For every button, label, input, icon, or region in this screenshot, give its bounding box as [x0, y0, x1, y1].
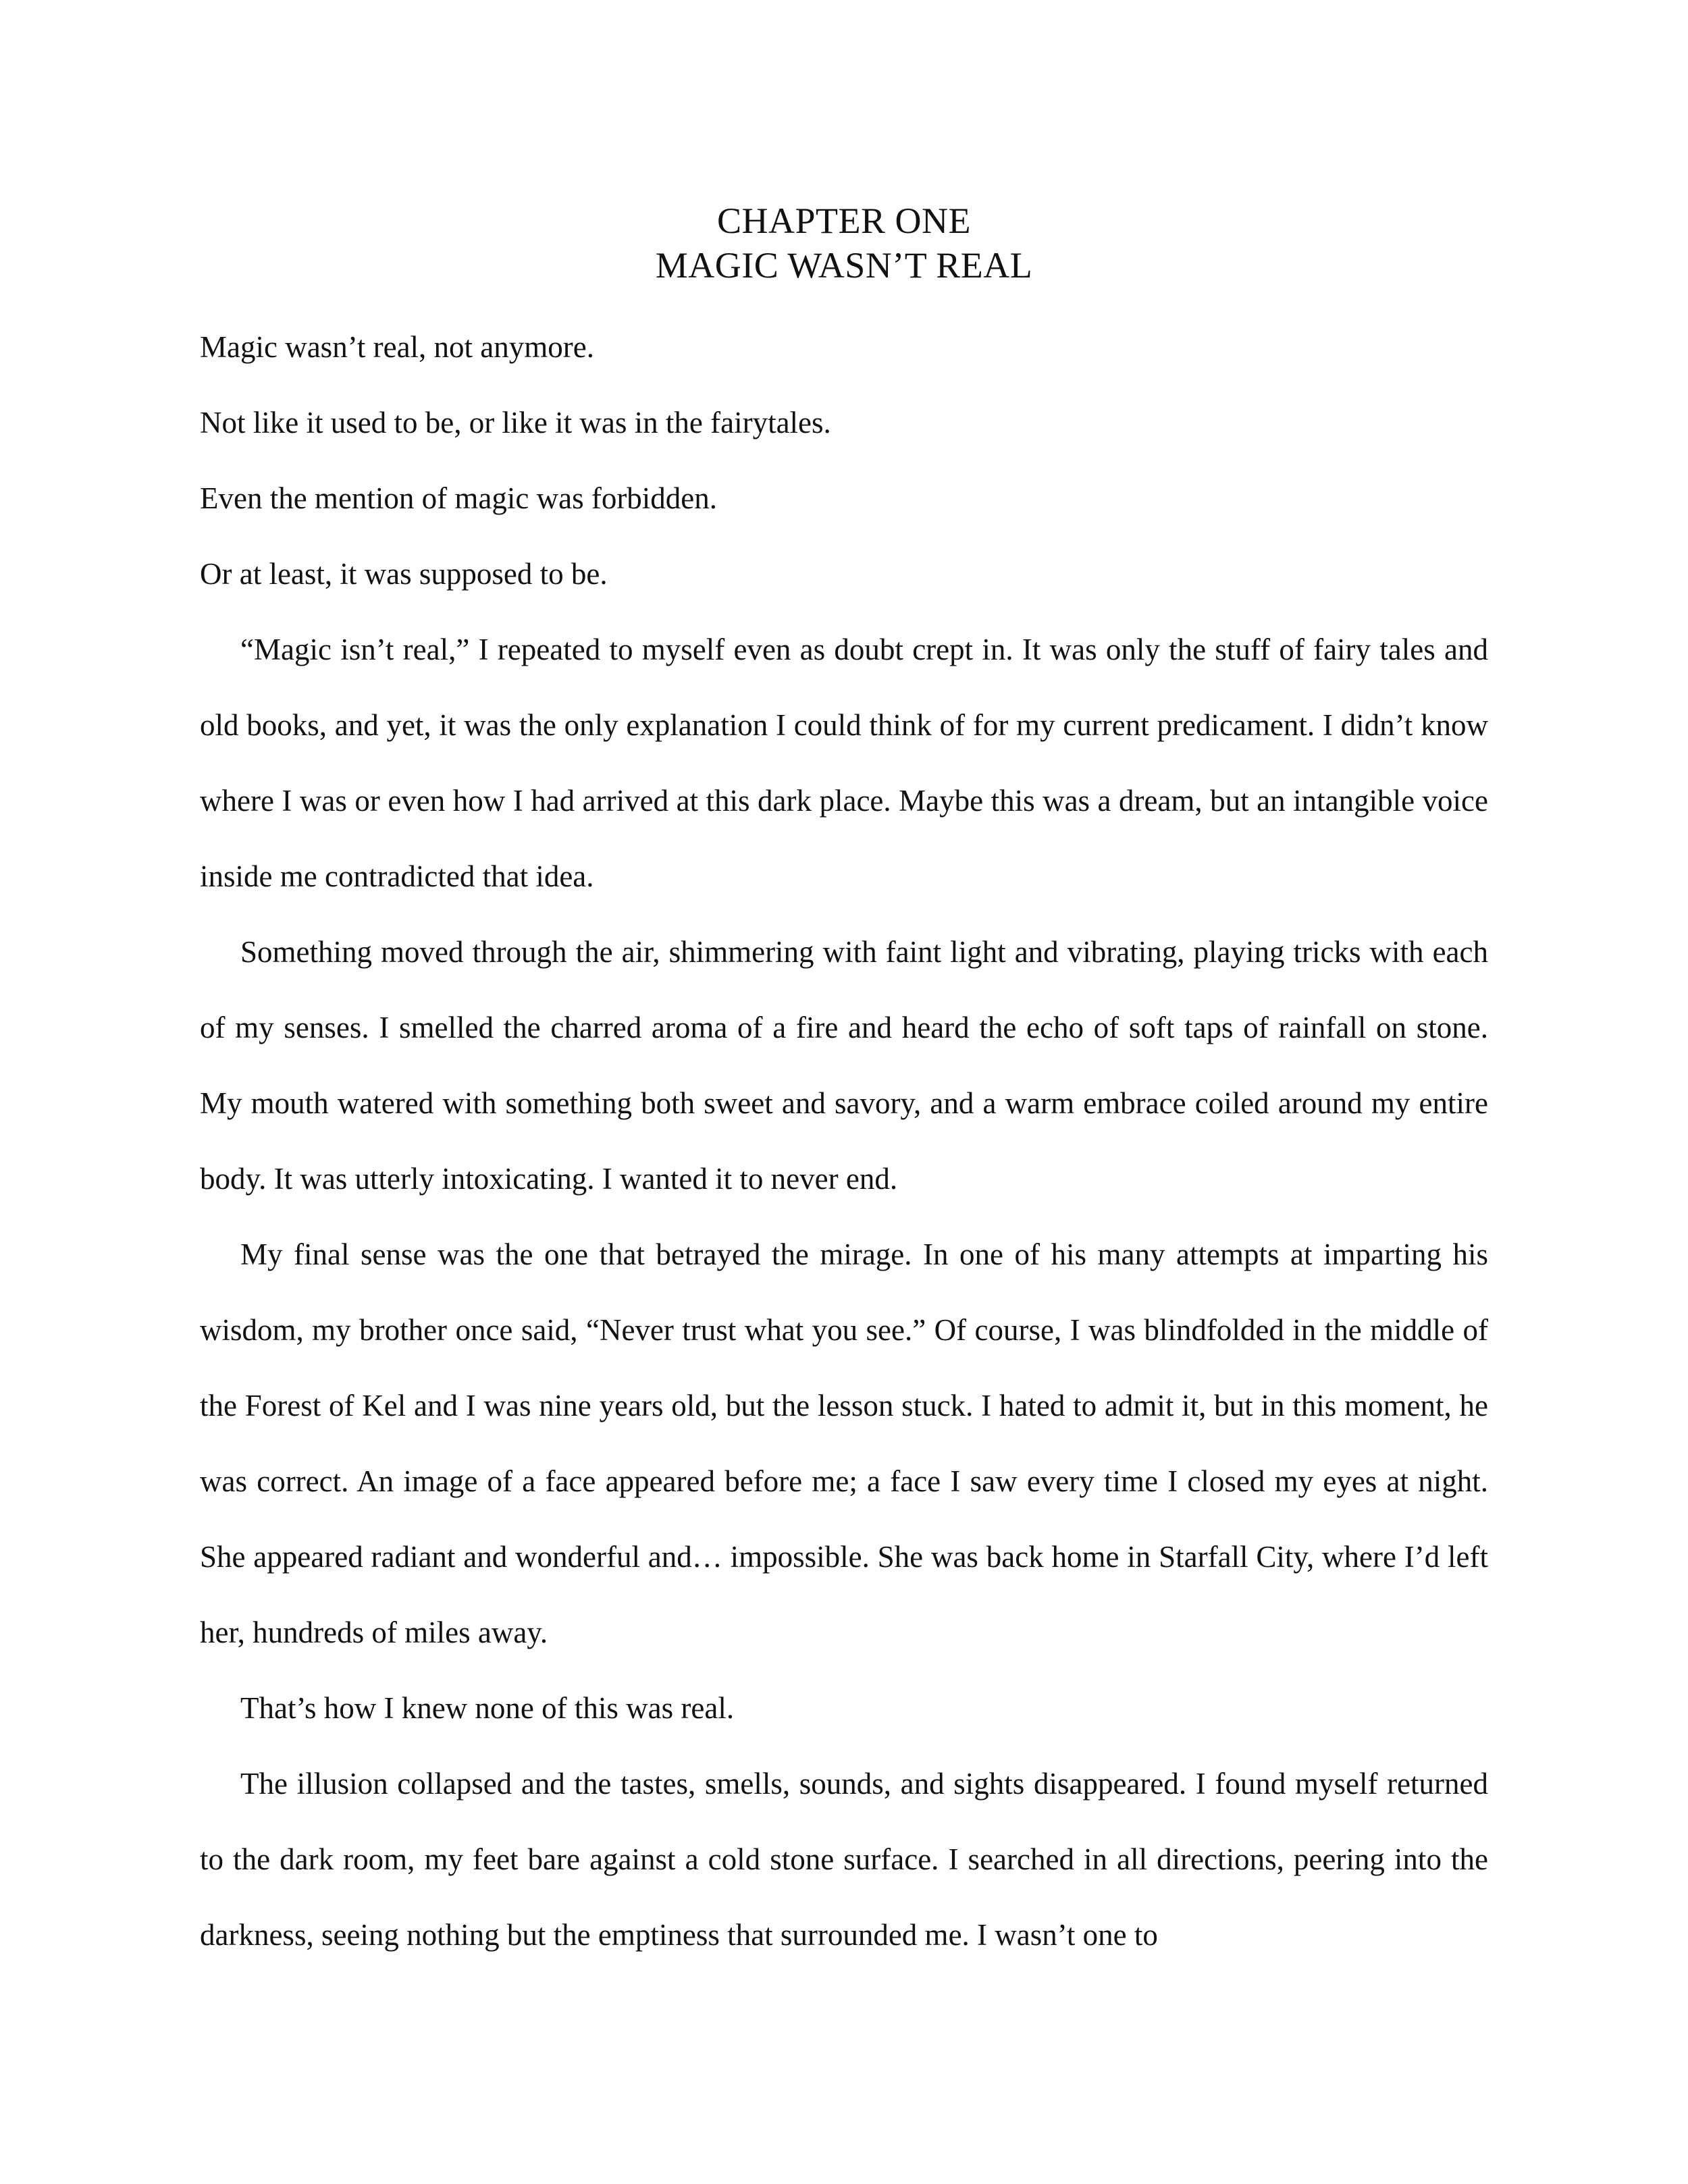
paragraph: Even the mention of magic was forbidden.	[200, 481, 718, 515]
paragraph: Or at least, it was supposed to be.	[200, 557, 608, 591]
paragraph: “Magic isn’t real,” I repeated to myself even as doubt crept in. It was only the stuff of fairy tales and old books, and yet, it was the only explanation I could think of for my current predicament. I didn’t know where I was or even how I had arrived at this dark place. Maybe this was a dream, but an intangible voice inside me contradicted that idea.	[200, 633, 1488, 893]
paragraph: My final sense was the one that betrayed the mirage. In one of his many attempts at imparting his wisdom, my brother once said, “Never trust what you see.” Of course, I was blindfolded in the middle of the Forest of Kel and I was nine years old, but the lesson stuck. I hated to admit it, but in this moment, he was correct. An image of a face appeared before me; a face I saw every time I closed my eyes at night. She appeared radiant and wonderful and… impossible. She was back home in Starfall City, where I’d left her, hundreds of miles away.	[200, 1237, 1488, 1649]
paragraph: The illusion collapsed and the tastes, smells, sounds, and sights disappeared. I found myself returned to the dark room, my feet bare against a cold stone surface. I searched in all directions, peering into the darkness, seeing nothing but the emptiness that surrounded me. I wasn’t one to	[200, 1767, 1488, 1952]
paragraph: Something moved through the air, shimmering with faint light and vibrating, playing tricks with each of my senses. I smelled the charred aroma of a fire and heard the echo of soft taps of rainfall on stone. My mouth watered with something both sweet and savory, and a warm embrace coiled around my entire body. It was utterly intoxicating. I wanted it to never end.	[200, 935, 1488, 1196]
paragraph: That’s how I knew none of this was real.	[240, 1691, 735, 1725]
paragraph: Magic wasn’t real, not anymore.	[200, 330, 594, 364]
chapter-title: MAGIC WASN’T REAL	[655, 245, 1033, 286]
chapter-number: CHAPTER ONE	[716, 201, 971, 241]
paragraph: Not like it used to be, or like it was in the fairytales.	[200, 406, 831, 440]
